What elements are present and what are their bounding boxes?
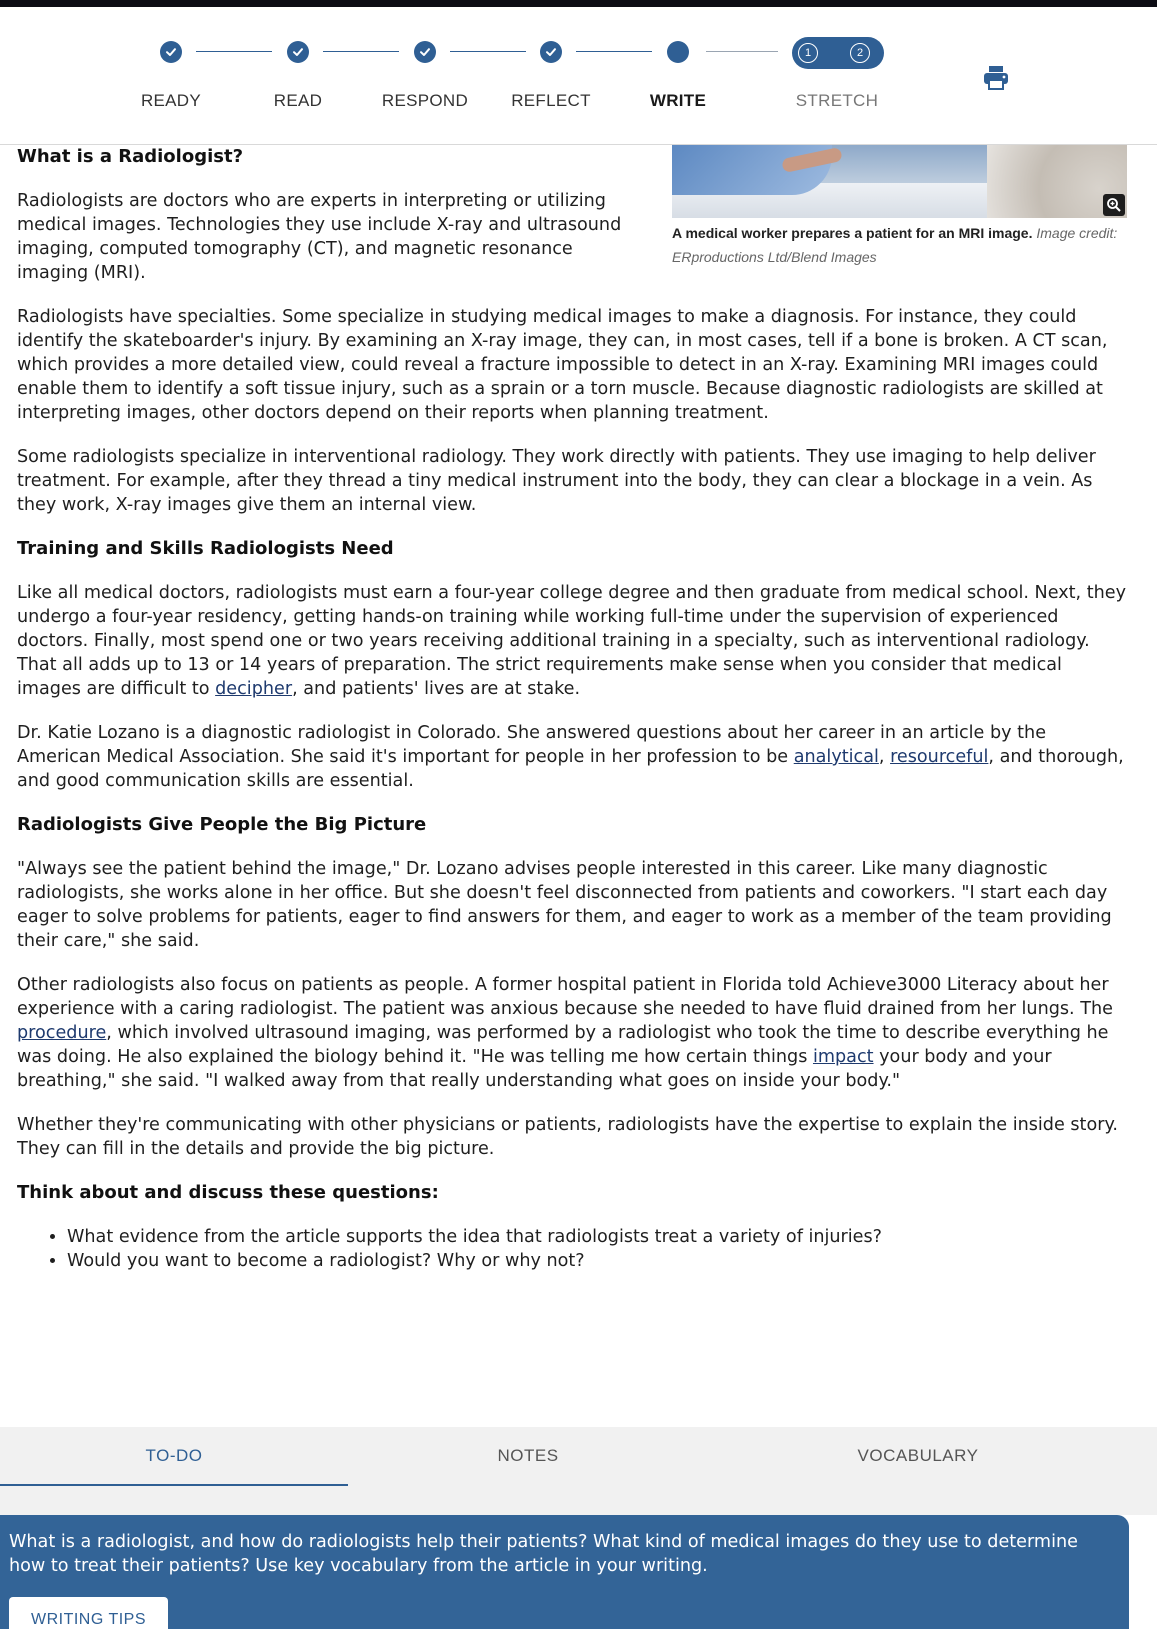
vocab-link-analytical[interactable]: analytical	[793, 747, 879, 767]
vocab-link-decipher[interactable]: decipher	[215, 679, 293, 699]
tab-notes[interactable]: NOTES	[497, 1446, 559, 1465]
step-label: READ	[273, 91, 323, 110]
step-label: RESPOND	[381, 91, 469, 110]
discussion-questions	[17, 1181, 1127, 1273]
bottom-tabs	[0, 1427, 1157, 1515]
stretch-substep-2[interactable]: 2	[850, 43, 870, 63]
step-write[interactable]	[613, 7, 743, 137]
print-icon	[982, 63, 1010, 91]
paragraph-whether: Whether they're communicating with other physicians or patients, radiologists have the expertise to explain the inside story. They can fill in the details and provide the big picture.	[17, 1115, 1118, 1159]
step-label: REFLECT	[511, 91, 591, 110]
current-step-dot-icon	[667, 41, 689, 63]
tab-todo[interactable]: TO-DO	[0, 1427, 348, 1486]
paragraph-specialties: Radiologists have specialties. Some specialize in studying medical images to make a diagnosis. For instance, they could identify the skateboarder's injury. By examining an X-ray image, they can, in most cases, tell if a bone is broken. A CT scan, which provides a more detailed view, could reveal a fracture impossible to detect in an X-ray. Examining MRI images could enable them to identify a soft tissue injury, such as a sprain or a torn muscle. Because diagnostic radiologists are skilled at interpreting images, other doctors depend on their reports when planning treatment.	[17, 307, 1108, 423]
list-item: • Would you want to become a radiologist? Why or why not?	[67, 1249, 1127, 1273]
vocab-link-impact[interactable]: impact	[812, 1047, 874, 1067]
step-label: STRETCH	[795, 91, 879, 110]
questions-list	[67, 1225, 1127, 1273]
check-icon	[287, 41, 309, 63]
paragraph-training: Like all medical doctors, radiologists must earn a four-year college degree and then graduate from medical school. Next, they undergo a four-year residency, getting hands-on training while working full-time under the supervision of experienced doctors. Finally, most spend one or two years receiving additional training in a specialty, such as interventional radiology. That all adds up to 13 or 14 years of preparation. The strict requirements make sense when you consider that medical images are difficult to decipher, and patients' lives are at stake.	[17, 583, 1126, 699]
questions-heading: Think about and discuss these questions:	[17, 1182, 439, 1203]
print-button[interactable]	[982, 63, 1010, 91]
step-read[interactable]	[233, 7, 363, 137]
vocab-link-procedure[interactable]: procedure	[17, 1023, 107, 1043]
article-body	[17, 145, 1127, 1273]
step-label: WRITE	[649, 91, 707, 110]
heading-training: Training and Skills Radiologists Need	[17, 538, 394, 559]
step-stretch[interactable]	[772, 7, 902, 137]
writing-prompt: What is a radiologist, and how do radiologists help their patients? What kind of medical images do they use to determine how to treat their patients? Use key vocabulary from the article in your writing.	[9, 1532, 1078, 1576]
paragraph-always-see: "Always see the patient behind the image," Dr. Lozano advises people interested in this career. Like many diagnostic radiologists, she works alone in her office. But she doesn't feel disconnected from patients and coworkers. "I start each day eager to solve problems for patients, eager to find answers for them, and eager to work as a member of the team providing their care," she said.	[17, 859, 1112, 951]
step-ready[interactable]	[106, 7, 236, 137]
stretch-substeps	[792, 37, 884, 69]
step-respond[interactable]	[360, 7, 490, 137]
writing-tips-button[interactable]: WRITING TIPS	[9, 1597, 168, 1629]
heading-what-is-radiologist: What is a Radiologist?	[17, 146, 244, 167]
check-icon	[414, 41, 436, 63]
top-bar	[0, 0, 1157, 7]
check-icon	[540, 41, 562, 63]
step-reflect[interactable]	[486, 7, 616, 137]
check-icon	[160, 41, 182, 63]
step-label: READY	[140, 91, 202, 110]
writing-prompt-panel	[0, 1515, 1129, 1629]
caption-description: A medical worker prepares a patient for an MRI image.	[672, 225, 1033, 241]
caption-credit: Image credit: ERproductions Ltd/Blend Images	[672, 225, 1118, 265]
stretch-substep-1[interactable]: 1	[798, 43, 818, 63]
list-item: • What evidence from the article supports the idea that radiologists treat a variety of injuries?	[67, 1225, 1127, 1249]
tab-vocabulary[interactable]: VOCABULARY	[857, 1446, 979, 1465]
paragraph-other-radiologists: Other radiologists also focus on patients as people. A former hospital patient in Florida told Achieve3000 Literacy about her experience with a caring radiologist. The patient was anxious because she needed to have fluid drained from her lungs. The procedure, which involved ultrasound imaging, was performed by a radiologist who took the time to describe everything he was doing. He also explained the biology behind it. "He was telling me how certain things impact your body and your breathing," she said. "I walked away from that really understanding what goes on inside your body."	[17, 975, 1113, 1091]
paragraph-lozano: Dr. Katie Lozano is a diagnostic radiologist in Colorado. She answered questions about her career in an article by the American Medical Association. She said it's important for people in her profession to be analytical, resourceful, and thorough, and good communication skills are essential.	[17, 723, 1124, 791]
lesson-stepper	[0, 7, 1157, 145]
heading-big-picture: Radiologists Give People the Big Picture	[17, 814, 427, 835]
vocab-link-resourceful[interactable]: resourceful	[890, 747, 989, 767]
paragraph-interventional: Some radiologists specialize in interventional radiology. They work directly with patients. They use imaging to help deliver treatment. For example, after they thread a tiny medical instrument into the body, they can clear a blockage in a vein. As they work, X-ray images give them an internal view.	[17, 447, 1096, 515]
paragraph-intro: Radiologists are doctors who are experts in interpreting or utilizing medical images. Technologies they use include X-ray and ultrasound imaging, computed tomography (CT), and magnetic resonance imaging (MRI).	[17, 191, 622, 283]
